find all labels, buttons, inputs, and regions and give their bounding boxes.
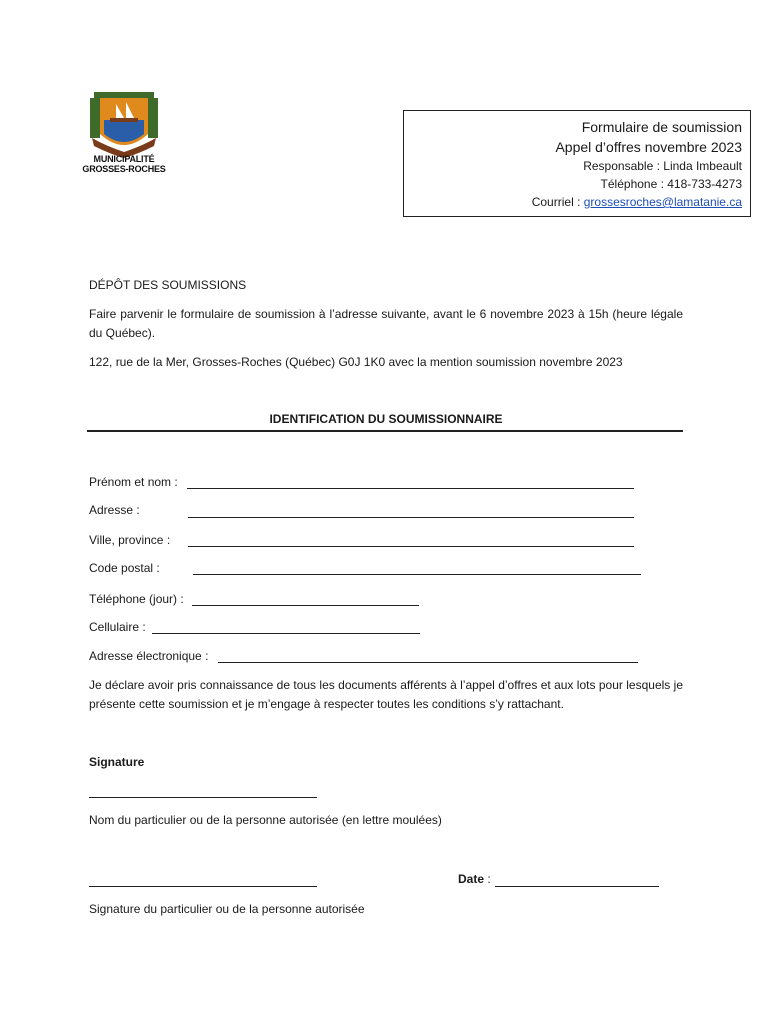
adresse-field[interactable] [188,517,634,518]
depot-title: DÉPÔT DES SOUMISSIONS [89,278,247,292]
prenom-nom-field[interactable] [187,488,634,489]
depot-address: 122, rue de la Mer, Grosses-Roches (Québec) G0J 1K0 avec la mention soumission novembre 2023 [89,355,623,369]
signature-title: Signature [89,755,145,769]
telephone-contact: Téléphone : 418-733-4273 [600,177,742,191]
cellulaire-field[interactable] [152,633,420,634]
label-cellulaire: Cellulaire : [89,620,146,634]
label-adresse: Adresse : [89,503,140,517]
form-title: Formulaire de soumission [581,119,742,135]
signature-label: Signature du particulier ou de la personne autorisée [89,902,365,916]
declaration-text: Je déclare avoir pris connaissance de tous les documents afférents à l’appel d’offres et aux lots pour lesquels je présente cette soumission et je m’engage à respecter toutes les conditions s’y rattachant. [89,678,683,711]
label-code-postal: Code postal : [89,561,160,575]
courriel-link[interactable]: grossesroches@lamatanie.ca [583,195,742,209]
courriel-field[interactable] [218,662,638,663]
date-label [458,870,491,889]
date-word: Date [458,872,485,886]
label-prenom-nom: Prénom et nom : [89,475,178,489]
label-telephone: Téléphone (jour) : [89,592,184,606]
nom-signataire-field[interactable] [89,797,317,798]
depot-instructions: Faire parvenir le formulaire de soumission à l’adresse suivante, avant le 6 novembre 2023 à 15h (heure légale du Québec). [89,307,683,340]
nom-signataire-label: Nom du particulier ou de la personne autorisée (en lettre moulées) [89,813,442,827]
date-field[interactable] [495,886,659,887]
logo-line1: MUNICIPALITÉ [93,154,155,164]
code-postal-field[interactable] [193,574,641,575]
header-info-box [403,110,751,217]
logo-line2: GROSSES-ROCHES [82,164,166,174]
label-courriel: Adresse électronique : [89,649,209,663]
label-ville: Ville, province : [89,533,171,547]
form-subtitle: Appel d’offres novembre 2023 [555,139,742,155]
date-separator: : [484,872,491,886]
responsable: Responsable : Linda Imbeault [583,159,742,173]
section-divider [87,430,683,432]
courriel-contact [404,193,742,211]
courriel-label: Courriel : [531,195,584,209]
ville-field[interactable] [188,546,634,547]
identification-title: IDENTIFICATION DU SOUMISSIONNAIRE [269,412,503,426]
logo-caption [78,154,170,174]
signature-field[interactable] [89,886,317,887]
telephone-field[interactable] [192,605,419,606]
